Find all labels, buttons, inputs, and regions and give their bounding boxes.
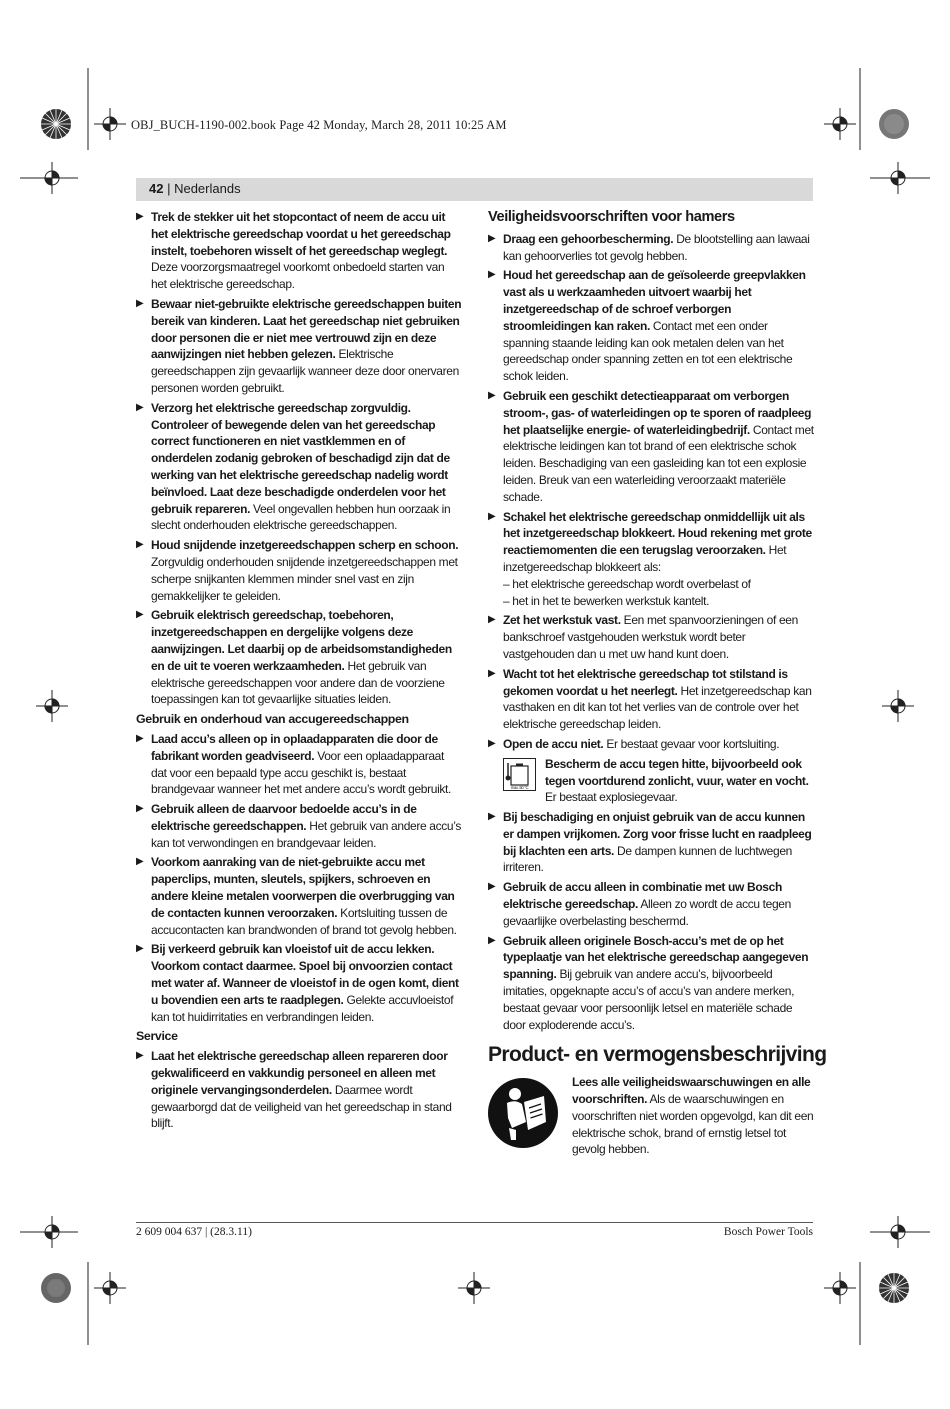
triangle-right-icon: ▶ [136,401,144,413]
triangle-right-icon: ▶ [488,811,496,823]
triangle-right-icon: ▶ [488,614,496,626]
header-language: Nederlands [174,181,241,196]
list-item: ▶ Laat het elektrische gereedschap alleen repareren door gekwalificeerd en vakkundig personeel en alleen met originele vervangingsonderdelen. Daarmee wordt gewaarborgd dat de veiligheid van het gereedschap in stand blijft. [136,1049,452,1131]
list-item: ▶ Verzorg het elektrische gereedschap zorgvuldig. Controleer of bewegende delen van het gereedschap correct functioneren en niet vastklemmen en of onderdelen zodanig gebroken of beschadigd zijn dat de werking van het elektrische gereedschap nadelig wordt beïnvloed. Laat deze beschadigde onderdelen voor het gebruik repareren. Veel ongevallen hebben hun oorzaak in slecht onderhouden elektrische gereedschappen. [136,400,451,533]
triangle-right-icon: ▶ [136,211,144,222]
list-item: ▶ Gebruik alleen de daarvoor bedoelde accu’s in de elektrische gereedschappen. Het gebruik van andere accu’s kan tot verwondingen en brandgevaar leiden. [136,802,462,850]
list-item: ▶ Gebruik de accu alleen in combinatie met uw Bosch elektrische gereedschap. Alleen zo wordt de accu tegen gevaarlijke overbelasting beschermd. [488,880,791,928]
page-number: 42 [149,181,164,196]
list-item: ▶ Open de accu niet. Er bestaat gevaar voor kortsluiting. [488,736,780,751]
subheading-service: Service [136,1029,178,1044]
footer-doc-number: 2 609 004 637 | (28.3.11) [136,1226,252,1238]
triangle-right-icon: ▶ [136,856,144,868]
triangle-right-icon: ▶ [136,297,144,309]
list-item: ▶ Bij beschadiging en onjuist gebruik van de accu kunnen er dampen vrijkomen. Zorg voor frisse lucht en raadpleeg bij klachten een arts. De dampen kunnen de luchtwegen irriteren. [488,810,812,875]
list-item: ▶ Wacht tot het elektrische gereedschap tot stilstand is gekomen voordat u het neerlegt. Het inzetgereedschap kan vasthaken en dit kan tot het verlies van de controle over het elektrische gereedschap leiden. [488,666,812,732]
svg-text:max. 50 °C: max. 50 °C [510,784,529,790]
subheading-accu: Gebruik en onderhoud van accugereedschappen [136,712,409,727]
triangle-right-icon: ▶ [136,1050,144,1062]
right-column [488,209,827,1158]
page-header [136,178,813,201]
dash-item: – het in het te bewerken werkstuk kantelt. [503,593,710,608]
list-item: ▶ Zet het werkstuk vast. Een met spanvoorzieningen of een bankschroef vastgehouden werkstuk wordt beter vastgehouden dan u met uw hand kunt doen. [488,613,798,661]
list-item: ▶ Gebruik elektrisch gereedschap, toebehoren, inzetgereedschappen en dergelijke volgens deze aanwijzingen. Let daarbij op de arbeidsomstandigheden en de uit te voeren werkzaamheden. Het gebruik van elektrische gereedschappen voor andere dan de voorziene toepassingen kan tot gevaarlijke situaties leiden. [136,608,452,707]
left-column [136,209,462,1135]
battery-temperature-icon [503,758,536,791]
triangle-right-icon: ▶ [488,389,496,401]
triangle-right-icon: ▶ [136,803,144,815]
triangle-right-icon: ▶ [136,943,144,955]
section-title-hammers: Veiligheidsvoorschriften voor hamers [488,209,735,225]
list-item: ▶ Houd snijdende inzetgereedschappen scherp en schoon. Zorgvuldig onderhouden snijdende inzetgereedschappen met scherpe snijkanten klemmen minder snel vast en zijn gemakkelijker te geleiden. [136,538,459,603]
product-section-title: Product- en vermogensbeschrijving [488,1043,827,1067]
triangle-right-icon: ▶ [488,510,496,522]
triangle-right-icon: ▶ [488,737,496,749]
list-item: ▶ Gebruik een geschikt detectieapparaat om verborgen stroom-, gas- of waterleidingen op te sporen of raadpleeg het plaatselijke energie- of waterleidingbedrijf. Contact met elektrische leidingen kan tot brand of een elektrische schok leiden. Beschadiging van een gasleiding kan tot een explosie leiden. Breuk van een waterleiding veroorzaakt materiële schade. [488,388,814,504]
list-item: ▶ Laad accu’s alleen op in oplaadapparaten die door de fabrikant worden geadviseerd. Voor een oplaadapparaat dat voor een bepaald type accu geschikt is, bestaat brandgevaar wanneer het met andere accu’s wordt gebruikt. [136,731,452,797]
page-footer [136,1222,813,1238]
triangle-right-icon: ▶ [488,269,496,281]
dash-item: – het elektrische gereedschap wordt overbelast of [503,576,751,591]
triangle-right-icon: ▶ [488,667,496,679]
print-meta-line: OBJ_BUCH-1190-002.book Page 42 Monday, March 28, 2011 10:25 AM [131,118,507,132]
triangle-right-icon: ▶ [136,732,144,744]
list-item: ▶ Schakel het elektrische gereedschap onmiddellijk uit als het inzetgereedschap blokkeert. Houd rekening met grote reactiemomenten die een terugslag veroorzaken. Het inzetgereedschap blokkeert als: – het elektrische gereedschap wordt overbelast of – het in het te bewerken werkstuk kantelt. [488,509,815,610]
read-manual-icon [488,1078,558,1148]
list-item: ▶ Bij verkeerd gebruik kan vloeistof uit de accu lekken. Voorkom contact daarmee. Spoel bij onvoorzien contact met water af. Wanneer de vloeistof in de ogen komt, dient u bovendien een arts te raadplegen. Gelekte accuvloeistof kan tot huidirritaties en verbrandingen leiden. [136,942,459,1024]
footer-brand: Bosch Power Tools [723,1226,813,1238]
list-item: ▶ Bewaar niet-gebruikte elektrische gereedschappen buiten bereik van kinderen. Laat het gereedschap niet gebruiken door personen die er niet mee vertrouwd zijn en deze aanwijzingen niet hebben gelezen. Elektrische gereedschappen zijn gevaarlijk wanneer deze door onervaren personen worden gebruikt. [136,296,462,395]
read-instructions-item: Lees alle veiligheidswaarschuwingen en alle voorschriften. Als de waarschuwingen en voorschriften niet worden opgevolgd, kan dit een elektrische schok, brand of ernstig letsel tot gevolg hebben. [488,1074,815,1158]
list-item: ▶ Houd het gereedschap aan de geïsoleerde greepvlakken vast als u werkzaamheden uitvoert waarbij het inzetgereedschap of de schroef verborgen stroomleidingen kan raken. Contact met een onder spanning staande leiding kan ook metalen delen van het gereedschap onder spanning zetten en tot een elektrische schok leiden. [488,268,806,384]
triangle-right-icon: ▶ [488,934,496,946]
list-item: ▶ Gebruik alleen originele Bosch-accu’s met de op het typeplaatje van het elektrische gereedschap aangegeven spanning. Bij gebruik van andere accu’s, bijvoorbeeld imitaties, opgeknapte accu’s of accu’s van andere merken, bestaat gevaar voor persoonlijk letsel en materiële schade door exploderende accu’s. [488,933,809,1032]
list-item: ▶ Voorkom aanraking van de niet-gebruikte accu met paperclips, munten, sleutels, spijkers, schroeven en andere kleine metalen voorwerpen die overbrugging van de contacten kunnen veroorzaken. Kortsluiting tussen de accucontacten kan brandwonden of brand tot gevolg hebben. [136,855,457,937]
triangle-right-icon: ▶ [488,881,496,893]
list-item: ▶ Trek de stekker uit het stopcontact of neem de accu uit het elektrische gereedschap voordat u het gereedschap instelt, toebehoren wisselt of het gereedschap weglegt. Deze voorzorgsmaatregel voorkomt onbedoeld starten van het elektrische gereedschap. [136,210,451,292]
triangle-right-icon: ▶ [136,609,144,621]
triangle-right-icon: ▶ [488,232,496,244]
header-separator: | [163,181,175,196]
list-item: ▶ Draag een gehoorbescherming. De blootstelling aan lawaai kan gehoorverlies tot gevolg hebben. [488,231,810,263]
triangle-right-icon: ▶ [136,539,144,551]
battery-warning-item: max. 50 °C Bescherm de accu tegen hitte, bijvoorbeeld ook tegen voortdurend zonlicht, vuur, water en vocht. Er bestaat explosiegevaar. [488,756,815,806]
